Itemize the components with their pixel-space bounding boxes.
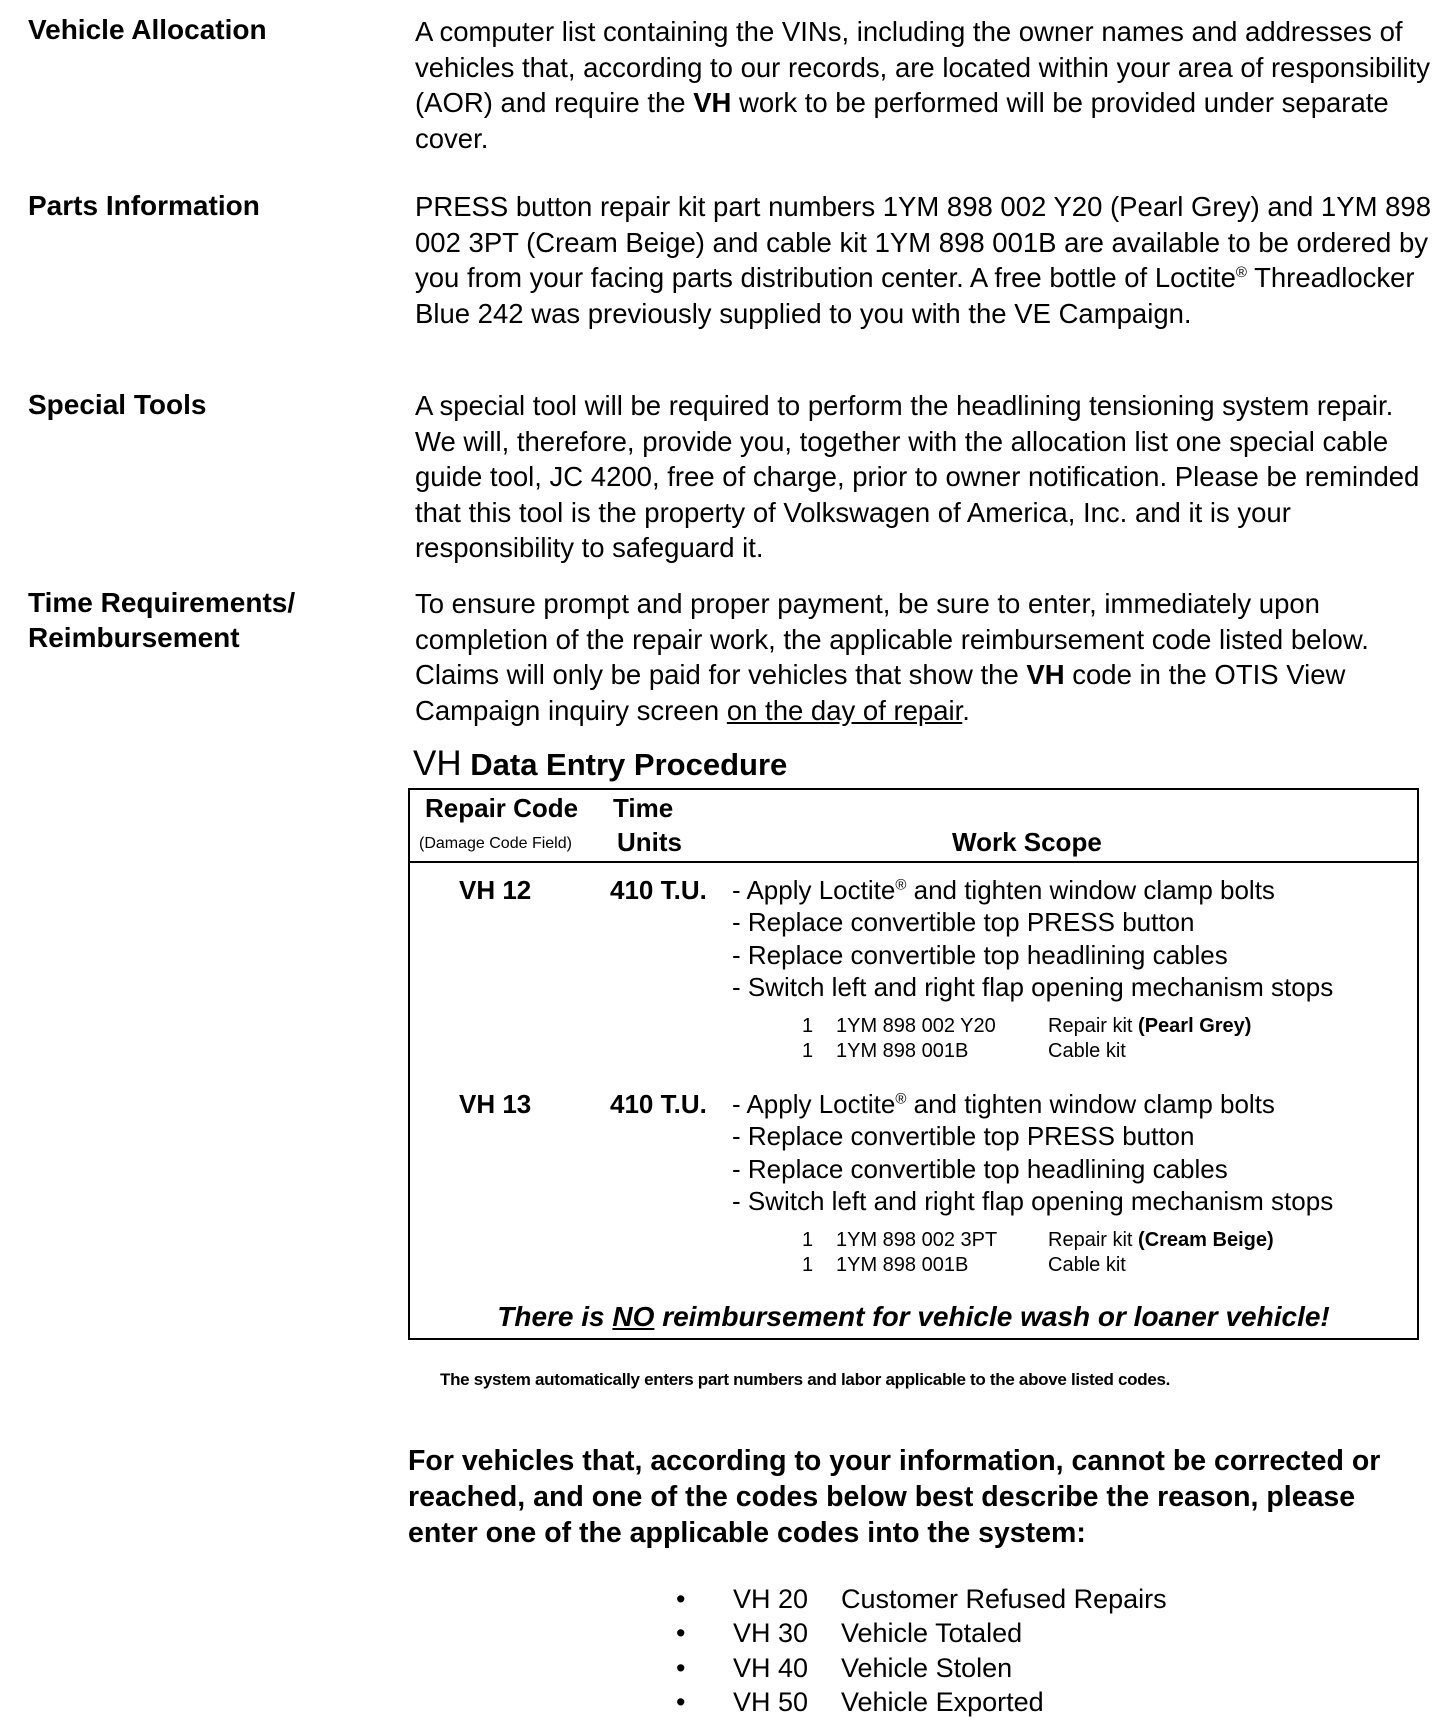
special-tools-text: A special tool will be required to perform the headlining tensioning system repair. We will, therefore, provide you, together with the allocation list one special cable guide tool, JC 4200, free of charge, prior to owner notification. Please be reminded that this tool is the property of Volkswagen of America, Inc. and it is your responsibility to safeguard it. <box>415 390 1420 563</box>
section-label-parts-information: Parts Information <box>28 190 260 221</box>
scope-line: - Apply Loctite® and tighten window clamp bolts <box>732 875 1275 905</box>
scope-line: - Replace convertible top headlining cables <box>732 1153 1228 1184</box>
bullet-icon: • <box>676 1652 686 1683</box>
parts-information-text: PRESS button repair kit part numbers 1YM 898 002 Y20 (Pearl Grey) and 1YM 898 002 3PT (Cream Beige) and cable kit 1YM 898 001B are available to be ordered by you from your facing parts distribution center. A free bottle of Loctite <box>415 191 1431 293</box>
time-requirements-label-line2: Reimbursement <box>28 622 240 653</box>
no-reimbursement-note: There is NO reimbursement for vehicle wash or loaner vehicle! <box>497 1301 1330 1332</box>
scope-line: - Switch left and right flap opening mechanism stops <box>732 971 1334 1002</box>
no-emphasis: NO <box>612 1301 655 1332</box>
vehicle-allocation-text-after: work to be performed will be provided under separate cover. <box>415 87 1389 154</box>
section-label-vehicle-allocation: Vehicle Allocation <box>28 14 267 45</box>
time-requirements-text: To ensure prompt and proper payment, be sure to enter, immediately upon completion of the repair work, the applicable reimbursement code listed below. Claims will only be paid for vehicles that show the <box>415 588 1369 690</box>
table-title <box>413 744 787 785</box>
scope-line: - Replace convertible top PRESS button <box>732 907 1195 938</box>
part-line: 1 1YM 898 001B Cable kit <box>802 1254 1126 1276</box>
header-units: Units <box>617 827 682 857</box>
table-title-vh: VH <box>413 744 462 783</box>
table-title-text: Data Entry Procedure <box>470 747 788 782</box>
bullet-icon: • <box>676 1686 686 1717</box>
scope-line: - Apply Loctite® and tighten window clamp bolts <box>732 1089 1275 1119</box>
header-divider <box>410 861 1417 863</box>
part-line: 1 1YM 898 002 3PT Repair kit (Cream Beige) <box>802 1229 1274 1251</box>
section-body-time-requirements <box>415 586 1435 728</box>
section-label-special-tools: Special Tools <box>28 389 207 420</box>
header-time: Time <box>613 793 674 823</box>
vehicle-allocation-text: A computer list containing the VINs, including the owner names and addresses of vehicles that, according to our records, are located within your area of responsibility (AOR) and require the <box>415 16 1430 118</box>
scope-line: - Replace convertible top PRESS button <box>732 1121 1195 1152</box>
scope-line: - Replace convertible top headlining cables <box>732 939 1228 970</box>
section-body-parts-information <box>415 189 1435 331</box>
data-entry-table <box>408 788 1419 1340</box>
row-work-scope <box>732 874 1333 1003</box>
row-work-scope <box>732 1088 1333 1217</box>
vh-code-inline: VH <box>693 87 732 118</box>
header-damage-code-field: (Damage Code Field) <box>419 835 572 852</box>
row-parts <box>802 1228 1402 1278</box>
row-parts <box>802 1014 1402 1064</box>
time-requirements-text-mid: code in the OTIS View Campaign inquiry screen <box>415 659 1346 726</box>
on-day-of-repair: on the day of repair <box>726 694 963 726</box>
bullet-icon: • <box>676 1618 686 1649</box>
row-code: VH 13 <box>459 1089 532 1119</box>
parts-information-text-after: Threadlocker Blue 242 was previously supplied to you with the VE Campaign. <box>415 262 1415 329</box>
row-time-units: 410 T.U. <box>610 1089 707 1119</box>
registered-mark: ® <box>895 876 907 894</box>
section-body-vehicle-allocation <box>415 14 1435 156</box>
footnote: The system automatically enters part numbers and labor applicable to the above listed codes. <box>440 1370 1171 1389</box>
vh-code-inline: VH <box>1026 659 1065 690</box>
registered-mark: ® <box>895 1090 907 1108</box>
registered-mark: ® <box>1235 263 1247 281</box>
section-label-time-requirements <box>28 585 295 655</box>
bullet-icon: • <box>676 1584 686 1614</box>
part-line: 1 1YM 898 001B Cable kit <box>802 1040 1126 1062</box>
uncorrectable-vehicles-paragraph: For vehicles that, according to your information, cannot be corrected or reached, and one of the codes below best describe the reason, please enter one of the applicable codes into the system: <box>408 1445 1381 1549</box>
row-code: VH 12 <box>459 875 532 905</box>
header-repair-code: Repair Code <box>425 793 579 823</box>
row-time-units: 410 T.U. <box>610 875 707 905</box>
part-line: 1 1YM 898 002 Y20 Repair kit (Pearl Grey) <box>802 1015 1252 1037</box>
section-body-special-tools <box>415 388 1435 566</box>
header-work-scope: Work Scope <box>952 827 1102 857</box>
scope-line: - Switch left and right flap opening mechanism stops <box>732 1185 1334 1216</box>
time-requirements-label-line1: Time Requirements/ <box>28 587 296 618</box>
time-requirements-text-end: . <box>962 694 970 726</box>
